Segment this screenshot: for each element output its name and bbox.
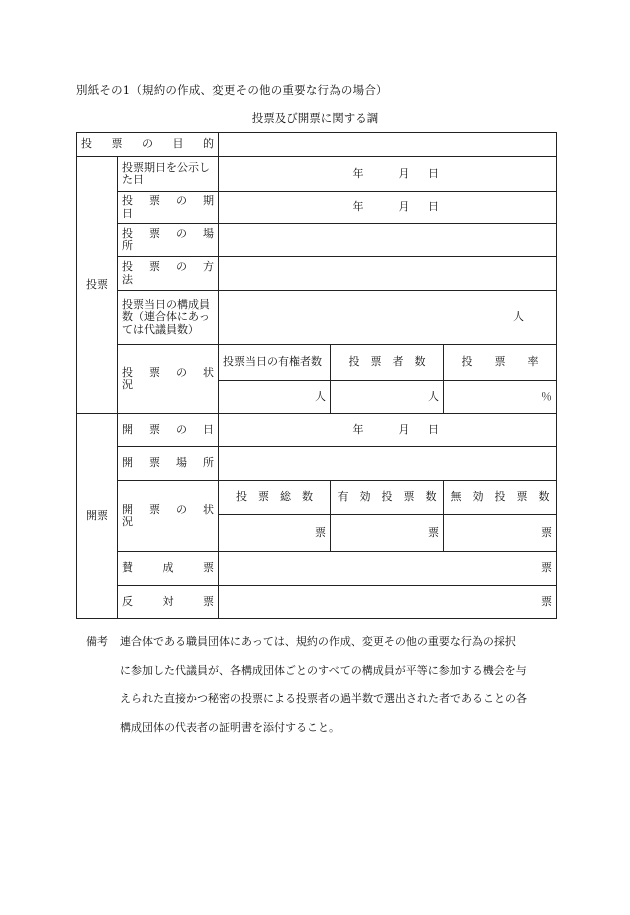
- invalid-unit: 票: [541, 525, 552, 539]
- against-row: [77, 586, 557, 619]
- vote-date-label: 投 票 の 期 日: [118, 192, 219, 224]
- vote-date-row: [77, 192, 557, 224]
- remarks-line: 連合体である職員団体にあっては、規約の作成、変更その他の重要な行為の採択: [120, 635, 516, 648]
- eligible-label: 投票当日の有権者数: [219, 345, 331, 381]
- eligible-unit: 人: [315, 389, 326, 403]
- place-label: 投 票 の 場 所: [118, 224, 219, 257]
- purpose-label: 投 票 の 目 的: [77, 133, 219, 157]
- valid-value[interactable]: [331, 515, 444, 552]
- place-row: [77, 224, 557, 257]
- remarks-line: えられた直接かつ秘密の投票による投票者の過半数で選出された者であることの各: [120, 692, 527, 705]
- voters-value[interactable]: [331, 381, 444, 414]
- rate-label: 投 票 率: [444, 345, 557, 381]
- status-header-row: [77, 345, 557, 381]
- announce-date-row: [77, 157, 557, 192]
- against-label: 反 対 票: [118, 586, 219, 619]
- count-place-row: [77, 447, 557, 481]
- total-label: 投 票 総 数: [219, 481, 331, 515]
- annex-heading: 別紙その1（規約の作成、変更その他の重要な行為の場合）: [76, 83, 388, 97]
- count-date-label: 開 票 の 日: [118, 414, 219, 447]
- announce-date-value[interactable]: [219, 157, 557, 192]
- counting-group-label: 開票: [77, 414, 118, 619]
- count-status-label: 開 票 の 状 況: [118, 481, 219, 552]
- remarks-line: に参加した代議員が、各構成団体ごとのすべての構成員が平等に参加する機会を与: [120, 663, 527, 677]
- remarks-label: 備考: [86, 635, 108, 648]
- voters-label: 投 票 者 数: [331, 345, 444, 381]
- year-mark: 年: [352, 422, 364, 436]
- count-place-value[interactable]: [219, 447, 557, 481]
- day-mark: 日: [428, 422, 439, 436]
- invalid-label: 無 効 投 票 数: [444, 481, 557, 515]
- year-mark: 年: [352, 200, 364, 214]
- for-label: 賛 成 票: [118, 552, 219, 586]
- members-unit: 人: [513, 310, 524, 324]
- month-mark: 月: [398, 422, 410, 436]
- count-date-value[interactable]: [219, 414, 557, 447]
- method-label: 投 票 の 方 法: [118, 257, 219, 291]
- status-label: 投 票 の 状 況: [118, 345, 219, 414]
- voting-group-label: 投票: [77, 157, 118, 414]
- total-unit: 票: [315, 525, 326, 539]
- method-row: [77, 257, 557, 291]
- for-row: [77, 552, 557, 586]
- against-value[interactable]: [219, 586, 557, 619]
- method-value[interactable]: [219, 257, 557, 291]
- invalid-value[interactable]: [444, 515, 557, 552]
- purpose-row: [77, 133, 557, 157]
- eligible-value[interactable]: [219, 381, 331, 414]
- place-value[interactable]: [219, 224, 557, 257]
- for-value[interactable]: [219, 552, 557, 586]
- vote-date-value[interactable]: [219, 192, 557, 224]
- members-value[interactable]: [219, 291, 557, 345]
- remarks: [76, 628, 556, 742]
- count-place-label: 開 票 場 所: [118, 447, 219, 481]
- day-mark: 日: [428, 166, 439, 180]
- voting-record-table: [76, 132, 557, 619]
- rate-unit: ％: [541, 389, 552, 403]
- voters-unit: 人: [428, 389, 439, 403]
- valid-unit: 票: [428, 525, 439, 539]
- year-mark: 年: [352, 166, 364, 180]
- valid-label: 有 効 投 票 数: [331, 481, 444, 515]
- day-mark: 日: [428, 200, 439, 214]
- count-date-row: [77, 414, 557, 447]
- month-mark: 月: [398, 200, 410, 214]
- for-unit: 票: [541, 561, 552, 575]
- total-value[interactable]: [219, 515, 331, 552]
- announce-date-label: 投票期日を公示した日: [118, 157, 219, 192]
- document-title: 投票及び開票に関する調: [251, 111, 379, 125]
- purpose-value[interactable]: [219, 133, 557, 157]
- rate-value[interactable]: [444, 381, 557, 414]
- month-mark: 月: [398, 166, 410, 180]
- members-label: 投票当日の構成員数（連合体にあっては代議員数）: [118, 291, 219, 345]
- count-status-header-row: [77, 481, 557, 515]
- remarks-line: 構成団体の代表者の証明書を添付すること。: [120, 720, 340, 734]
- against-unit: 票: [541, 594, 552, 608]
- remarks-body: [76, 628, 556, 742]
- members-row: [77, 291, 557, 345]
